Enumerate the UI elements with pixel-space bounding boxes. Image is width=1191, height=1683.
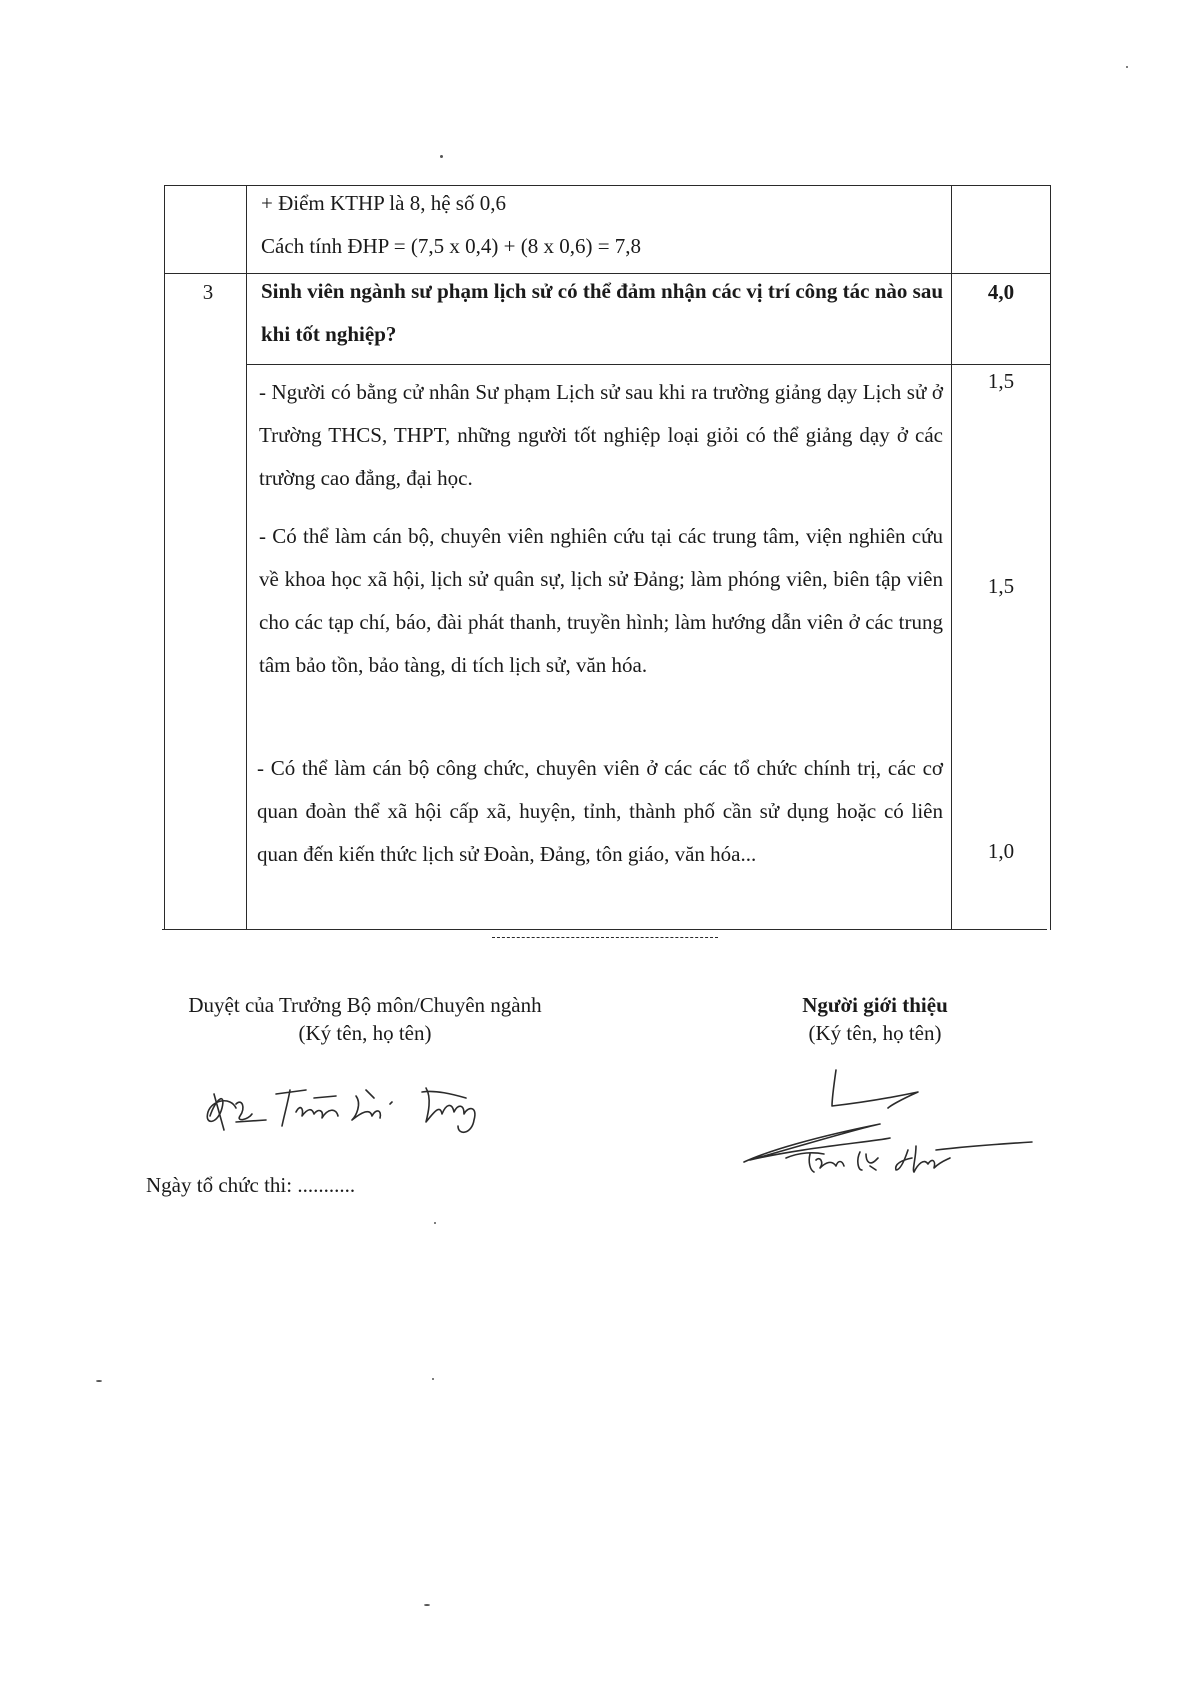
question-number: 3 xyxy=(202,280,214,304)
approver-handwritten-signature xyxy=(196,1068,516,1148)
exam-date-label: Ngày tổ chức thi: xyxy=(146,1173,293,1197)
scan-speck xyxy=(434,1222,436,1224)
approver-sign-note: (Ký tên, họ tên) xyxy=(298,1021,432,1045)
previous-answer-line-1: + Điểm KTHP là 8, hệ số 0,6 xyxy=(261,191,506,215)
question-points: 4,0 xyxy=(987,280,1015,304)
answer-points-2: 1,5 xyxy=(987,574,1015,598)
answer-item-2: - Có thể làm cán bộ, chuyên viên nghiên cứu tại các trung tâm, viện nghiên cứu về khoa học xã hội, lịch sử quân sự, lịch sử Đảng; làm phóng viên, biên tập viên cho các tạp chí, báo, đài phát thanh, truyền hình; làm hướng dẫn viên ở các trung tâm bảo tồn, bảo tàng, di tích lịch sử, văn hóa. xyxy=(259,524,943,677)
answer-item-3: - Có thể làm cán bộ công chức, chuyên viên ở các các tổ chức chính trị, các cơ quan đoàn thể xã hội cấp xã, huyện, tỉnh, thành phố cần sử dụng hoặc có liên quan đến kiến thức lịch sử Đoàn, Đảng, tôn giáo, văn hóa... xyxy=(257,756,943,866)
scan-speck xyxy=(1126,66,1128,68)
table-column-divider-2 xyxy=(951,185,952,930)
exam-date-line xyxy=(146,1172,355,1199)
question-text: Sinh viên ngành sư phạm lịch sử có thể đảm nhận các vị trí công tác nào sau khi tốt nghiệp? xyxy=(261,279,943,346)
previous-answer-line-2: Cách tính ĐHP = (7,5 x 0,4) + (8 x 0,6) = 7,8 xyxy=(261,234,642,258)
table-border-right xyxy=(1050,185,1051,930)
answer-item-1: - Người có bằng cử nhân Sư phạm Lịch sử sau khi ra trường giảng dạy Lịch sử ở Trường THCS, THPT, những người tốt nghiệp loại giỏi có thể giảng dạy ở các trường cao đẳng, đại học. xyxy=(259,380,943,490)
scan-speck xyxy=(432,1378,434,1380)
end-of-section-rule xyxy=(492,937,718,938)
exam-date-value: ........... xyxy=(297,1173,356,1197)
scan-speck xyxy=(440,155,443,158)
table-subrow-divider xyxy=(246,364,1051,365)
table-border-bottom xyxy=(162,929,1047,930)
presenter-title: Người giới thiệu xyxy=(802,993,948,1017)
answer-points-3: 1,0 xyxy=(987,839,1015,863)
presenter-sign-note: (Ký tên, họ tên) xyxy=(808,1021,942,1045)
answer-points-1: 1,5 xyxy=(987,369,1015,393)
scan-speck xyxy=(96,1380,102,1382)
approver-title: Duyệt của Trưởng Bộ môn/Chuyên ngành xyxy=(188,993,542,1017)
scan-speck xyxy=(424,1604,430,1606)
presenter-handwritten-signature xyxy=(740,1066,1040,1176)
